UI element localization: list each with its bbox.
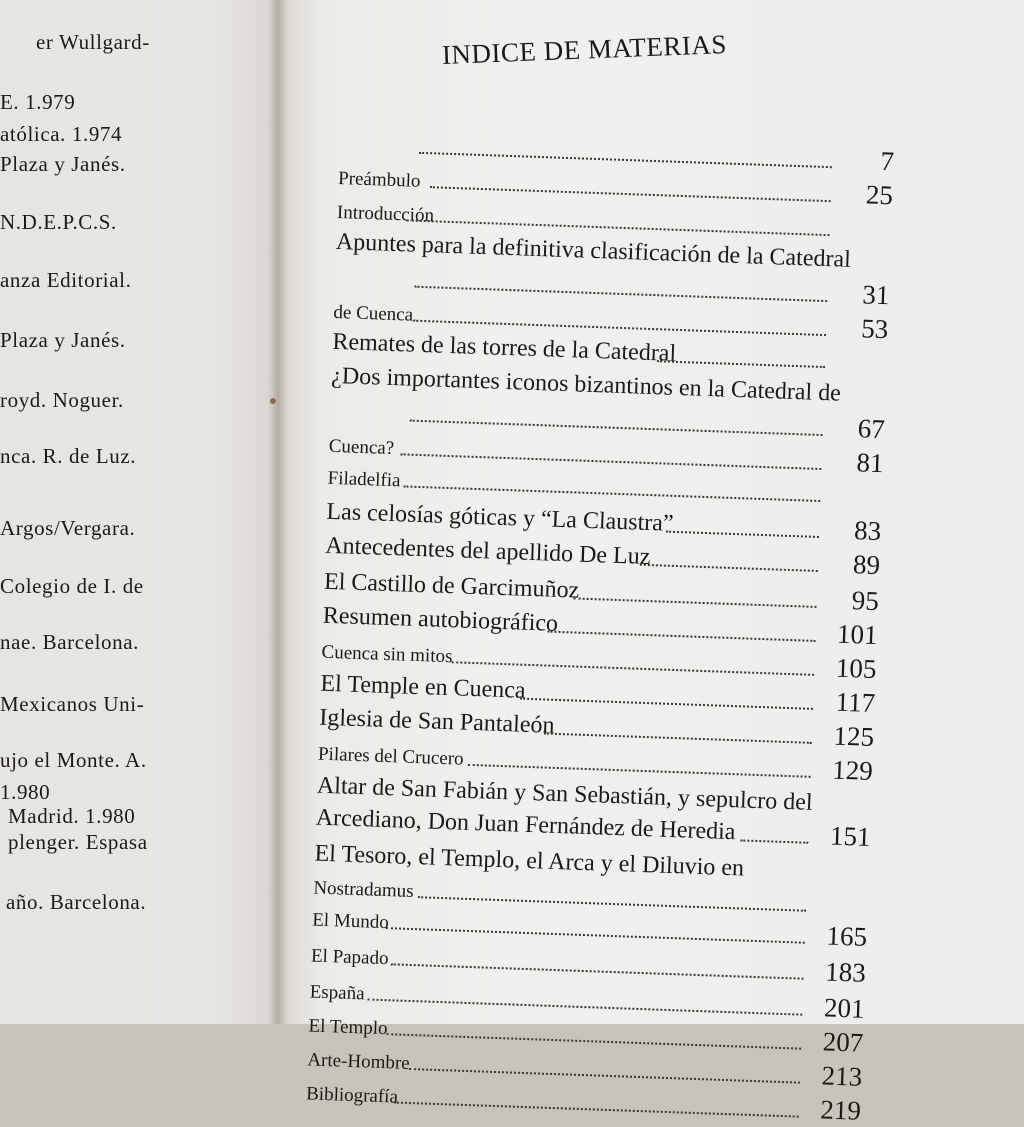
toc-entry-title: El Mundo <box>311 909 390 934</box>
left-page-line: anza Editorial. <box>0 268 132 292</box>
toc-page-number: 151 <box>829 820 872 852</box>
toc-page-number: 125 <box>833 720 875 752</box>
toc-entry-title: Apuntes para la definitiva clasificación de la Catedral <box>335 228 852 273</box>
toc-page-number: 201 <box>823 992 866 1024</box>
toc-entry-title: El Temple en Cuenca <box>320 670 526 704</box>
toc-page-number: 31 <box>861 279 890 311</box>
toc-entry-title: Preámbulo <box>337 167 421 192</box>
toc-page-number: 129 <box>831 754 874 786</box>
toc-entry-title: España <box>309 981 365 1005</box>
toc-entry-title: El Castillo de Garcimuñoz <box>323 568 580 604</box>
toc-page-number: 101 <box>836 618 879 651</box>
toc-entry-title: Cuenca? <box>328 435 395 460</box>
toc-page-number: 67 <box>857 413 886 445</box>
toc-entry-title: Remates de las torres de la Catedral <box>332 328 677 367</box>
leader-dots <box>740 837 808 843</box>
left-page-line: año. Barcelona. <box>6 890 147 914</box>
toc-page-number: 95 <box>851 585 880 617</box>
toc-page-number: 207 <box>822 1026 864 1058</box>
toc-page-number: 53 <box>860 313 889 345</box>
leader-dots <box>657 358 825 368</box>
toc-page-number: 165 <box>826 920 868 952</box>
toc-entry-title: Filadelfia <box>327 467 401 492</box>
toc-entry-title: Pilares del Crucero <box>317 743 464 770</box>
left-page-line: plenger. Espasa <box>8 830 148 854</box>
left-page-line: atólica. 1.974 <box>0 122 123 146</box>
toc-entry-title: Arcediano, Don Juan Fernández de Heredia <box>315 804 736 846</box>
paper-spot <box>270 398 276 404</box>
left-page-line: nae. Barcelona. <box>0 630 140 654</box>
left-page-line: Mexicanos Uni- <box>0 692 145 716</box>
toc-page-number: 219 <box>819 1094 862 1126</box>
toc-entry-title: Cuenca sin mitos <box>321 641 453 668</box>
left-page-line: Colegio de I. de <box>0 574 144 598</box>
toc-entry-title: El Tesoro, el Templo, el Arca y el Diluvio en <box>314 840 745 882</box>
toc-entry-title: Iglesia de San Pantaleón <box>318 704 555 739</box>
toc-entry-title: Introducción <box>336 201 435 227</box>
toc-entry-title: Las celosías góticas y “La Claustra” <box>326 498 674 537</box>
toc-page-number: 117 <box>835 686 876 719</box>
page-title: INDICE DE MATERIAS <box>441 29 728 70</box>
left-page-line: royd. Noguer. <box>0 388 124 412</box>
book-gutter <box>268 0 288 1024</box>
left-page-line: Argos/Vergara. <box>0 516 136 540</box>
toc-entry-title: Bibliografía <box>305 1083 399 1108</box>
toc-entry-title: El Templo <box>308 1015 388 1040</box>
toc-page-number: 81 <box>856 447 885 479</box>
left-page-line: er Wullgard- <box>36 30 150 54</box>
toc-page-number: 213 <box>821 1060 863 1092</box>
toc-page-number: 183 <box>824 956 867 988</box>
toc-page-number: 25 <box>865 179 894 211</box>
toc-page-number: 105 <box>835 652 877 685</box>
toc-page-number: 83 <box>853 515 882 547</box>
toc-entry-title: Resumen autobiográfico <box>322 602 559 637</box>
left-page-line: Madrid. 1.980 <box>8 804 136 828</box>
left-page-line: ujo el Monte. A. <box>0 748 147 772</box>
toc-entry-title: Altar de San Fabián y San Sebastián, y sepulcro del <box>316 772 814 816</box>
toc-entry-title: Arte-Hombre <box>307 1049 411 1074</box>
toc-entry-title: de Cuenca <box>333 301 414 326</box>
toc-page-number: 7 <box>880 145 895 177</box>
toc-entry-title: Nostradamus <box>313 877 414 903</box>
toc-entry-title: Antecedentes del apellido De Luz <box>324 532 651 571</box>
left-page-line: Plaza y Janés. <box>0 152 126 176</box>
leader-dots <box>394 1099 799 1117</box>
toc-entry-title: ¿Dos importantes iconos bizantinos en la Catedral de <box>330 362 842 407</box>
toc-page-number: 89 <box>852 549 881 581</box>
toc-entry-title: El Papado <box>310 945 389 970</box>
left-page <box>0 0 300 1024</box>
left-page-line: Plaza y Janés. <box>0 328 126 352</box>
left-page-line: nca. R. de Luz. <box>0 444 137 468</box>
leader-dots <box>640 562 818 572</box>
left-page-line: 1.980 <box>0 780 51 804</box>
leader-dots <box>666 529 819 538</box>
left-page-line: E. 1.979 <box>0 90 76 114</box>
left-page-line: N.D.E.P.C.S. <box>0 210 117 234</box>
